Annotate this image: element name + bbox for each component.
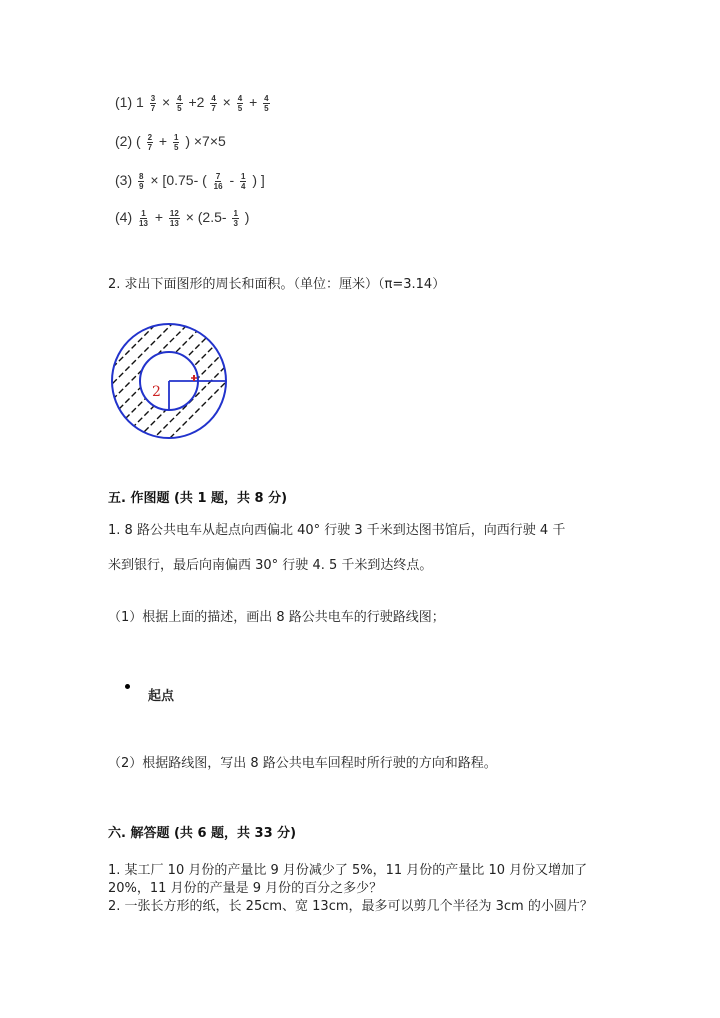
fraction: $\frac{4}{5}$: [264, 94, 269, 113]
section-6-q2: 2. 一张长方形的纸，长 25cm、宽 13cm，最多可以剪几个半径为 3cm 的小圆片？: [108, 899, 593, 914]
fraction: $\frac{3}{7}$: [150, 94, 156, 113]
question-2-text: 2. 求出下面图形的周长和面积。（单位：厘米）（π=3.14）: [108, 277, 446, 292]
fraction: $\frac{1}{13}$: [139, 209, 148, 228]
fraction: $\frac{1}{5}$: [173, 133, 179, 152]
section-6-q1-line1: 1. 某工厂 10 月份的产量比 9 月份减少了 5%，11 月份的产量比 10 月份又增加了: [108, 863, 588, 878]
start-point-dot: [125, 684, 130, 689]
calc-problem-3: (3) $\frac{8}{9}$ × [0.75- ( $\frac{7}{16}$ - $\frac{1}{4}$ ) ]: [115, 172, 265, 191]
section-5-q1-line1: 1. 8 路公共电车从起点向西偏北 40° 行驶 3 千米到达图书馆后，向西行驶 4 千: [108, 523, 566, 538]
calc-problem-4: (4) $\frac{1}{13}$ + $\frac{12}{13}$ × (2.5- $\frac{1}{3}$ ): [115, 209, 250, 228]
fraction: $\frac{4}{7}$: [211, 94, 216, 113]
start-point-label: 起点: [148, 689, 175, 704]
section-5-q1-line2: 米到银行，最后向南偏西 30° 行驶 4. 5 千米到达终点。: [108, 558, 433, 573]
calc-problem-2: (2) ( $\frac{2}{7}$ + $\frac{1}{5}$ ) ×7×5: [115, 133, 226, 152]
fraction: $\frac{8}{9}$: [139, 172, 144, 191]
section-6-heading: 六. 解答题 (共 6 题，共 33 分): [108, 826, 297, 841]
fraction: $\frac{12}{13}$: [169, 209, 179, 228]
fraction: $\frac{1}{3}$: [233, 209, 238, 228]
section-5-heading: 五. 作图题 (共 1 题，共 8 分): [108, 491, 288, 506]
fraction: $\frac{4}{5}$: [177, 94, 182, 113]
fraction: $\frac{4}{5}$: [237, 94, 243, 113]
ring-figure: [108, 320, 230, 442]
fraction: $\frac{2}{7}$: [147, 133, 153, 152]
fraction: $\frac{7}{16}$: [213, 172, 223, 191]
section-6-q1-line2: 20%，11 月份的产量是 9 月份的百分之多少？: [108, 881, 383, 896]
inner-radius-label: 2: [152, 384, 161, 400]
calc-problem-1: (1) 1 $\frac{3}{7}$ × $\frac{4}{5}$ +2 $\frac{4}{7}$ × $\frac{4}{5}$ + $\frac{4}{5}$: [115, 94, 269, 113]
section-5-sub2: （2）根据路线图，写出 8 路公共电车回程时所行驶的方向和路程。: [108, 756, 497, 771]
fraction: $\frac{1}{4}$: [241, 172, 246, 191]
section-5-sub1: （1）根据上面的描述，画出 8 路公共电车的行驶路线图；: [108, 610, 445, 625]
